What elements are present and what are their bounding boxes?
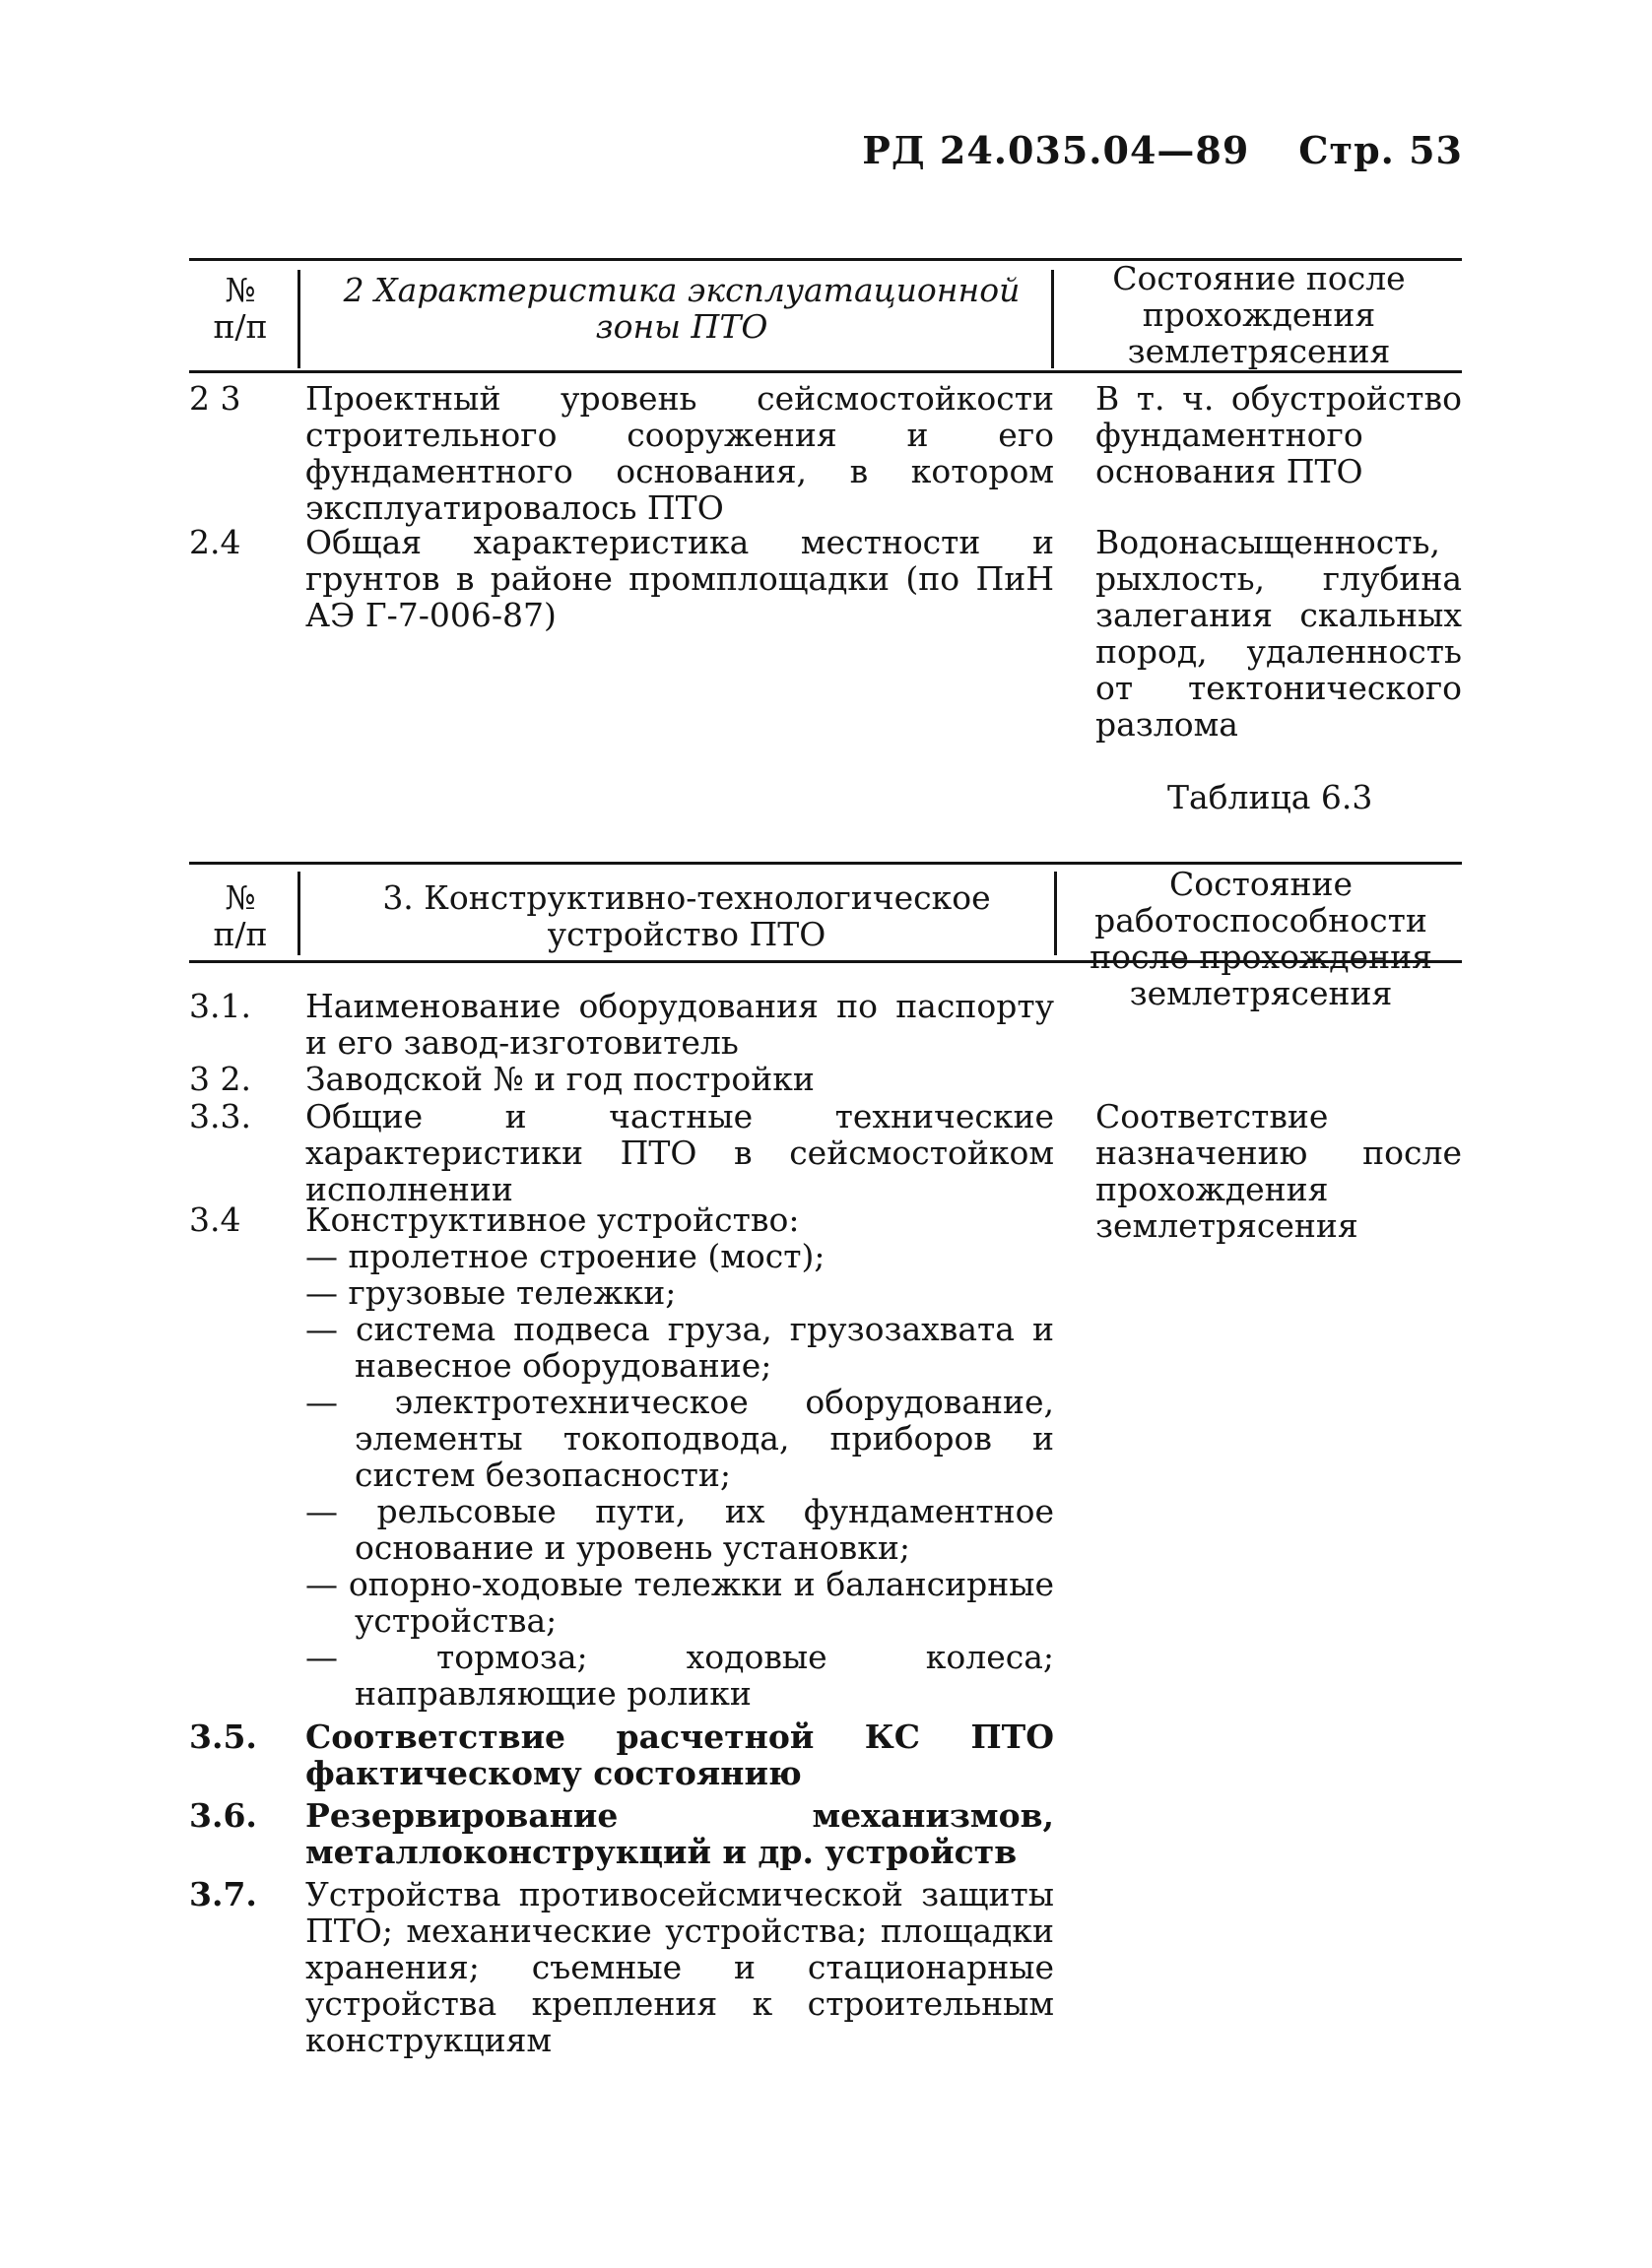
row-number: 2 3 xyxy=(189,379,241,418)
row-number: 3.1. xyxy=(189,987,251,1025)
row-heading: Конструктивное устройство: xyxy=(305,1200,800,1239)
row-number: 3.6. xyxy=(189,1796,257,1835)
table-construction xyxy=(189,862,1462,2093)
list-item: — система подвеса груза, грузозахвата и навесное оборудование; xyxy=(305,1310,1054,1385)
list-item: — пролетное строение (мост); xyxy=(305,1237,826,1275)
column-divider xyxy=(297,270,300,368)
row-state: Водонасыщенность, рыхлость, глубина залегания скальных пород, удаленность от тектонического разлома xyxy=(1095,523,1462,744)
row-text: Проектный уровень сейсмостойкости строительного сооружения и его фундаментного основания, в котором эксплуатировалось ПТО xyxy=(305,379,1054,527)
row-number: 2.4 xyxy=(189,523,241,561)
header-state: Состояние после прохождения землетрясения xyxy=(1112,259,1406,370)
header-state: Состояние работоспособности после прохождения землетрясения xyxy=(1090,865,1432,1012)
header-title: 2 Характеристика эксплуатационной зоны ПТО xyxy=(343,271,1021,346)
column-divider xyxy=(297,872,300,955)
list-item: — электротехническое оборудование, элементы токоподвода, приборов и систем безопасности; xyxy=(305,1383,1054,1494)
page-number: Стр. 53 xyxy=(1298,128,1463,172)
list-item: — тормоза; ходовые колеса; направляющие ролики xyxy=(305,1638,1054,1713)
page-header xyxy=(862,128,1463,172)
row-text: Общая характеристика местности и грунтов в районе промплощадки (по ПиН АЭ Г-7-006-87) xyxy=(305,523,1054,634)
document-code: РД 24.035.04—89 xyxy=(862,128,1250,172)
row-text xyxy=(305,1201,1054,1712)
list-item: — грузовые тележки; xyxy=(305,1273,677,1312)
column-divider xyxy=(1054,872,1057,955)
row-number: 3 2. xyxy=(189,1060,251,1098)
list-item: — опорно-ходовые тележки и балансирные устройства; xyxy=(305,1565,1054,1640)
row-number: 3.7. xyxy=(189,1875,257,1913)
row-state: Соответствие назначению после прохождения землетрясения xyxy=(1095,1097,1462,1245)
table-zone-characteristics xyxy=(189,258,1462,750)
row-text: Общие и частные технические характеристики ПТО в сейсмостойком исполнении xyxy=(305,1097,1054,1208)
row-text: Заводской № и год постройки xyxy=(305,1060,815,1098)
row-number: 3.5. xyxy=(189,1717,257,1756)
table-caption: Таблица 6.3 xyxy=(1167,778,1373,816)
header-number: № п/п xyxy=(213,878,268,953)
header-title: 3. Конструктивно-технологическое устройство ПТО xyxy=(382,878,991,953)
row-number: 3.4 xyxy=(189,1200,241,1239)
row-number: 3.3. xyxy=(189,1097,251,1135)
row-text: Резервирование механизмов, металлоконструкций и др. устройств xyxy=(305,1796,1054,1871)
list-item: — рельсовые пути, их фундаментное основание и уровень установки; xyxy=(305,1492,1054,1567)
row-text: Соответствие расчетной КС ПТО фактическому состоянию xyxy=(305,1717,1054,1792)
row-text: Устройства противосейсмической защиты ПТО; механические устройства; площадки хранения; съемные и стационарные устройства крепления к строительным конструкциям xyxy=(305,1875,1054,2059)
header-bottom-rule xyxy=(189,960,1462,963)
column-divider xyxy=(1051,270,1054,368)
header-bottom-rule xyxy=(189,370,1462,373)
row-state: В т. ч. обустройство фундаментного основания ПТО xyxy=(1095,379,1462,490)
row-text: Наименование оборудования по паспорту и его завод-изготовитель xyxy=(305,987,1054,1062)
header-number: № п/п xyxy=(213,271,268,346)
